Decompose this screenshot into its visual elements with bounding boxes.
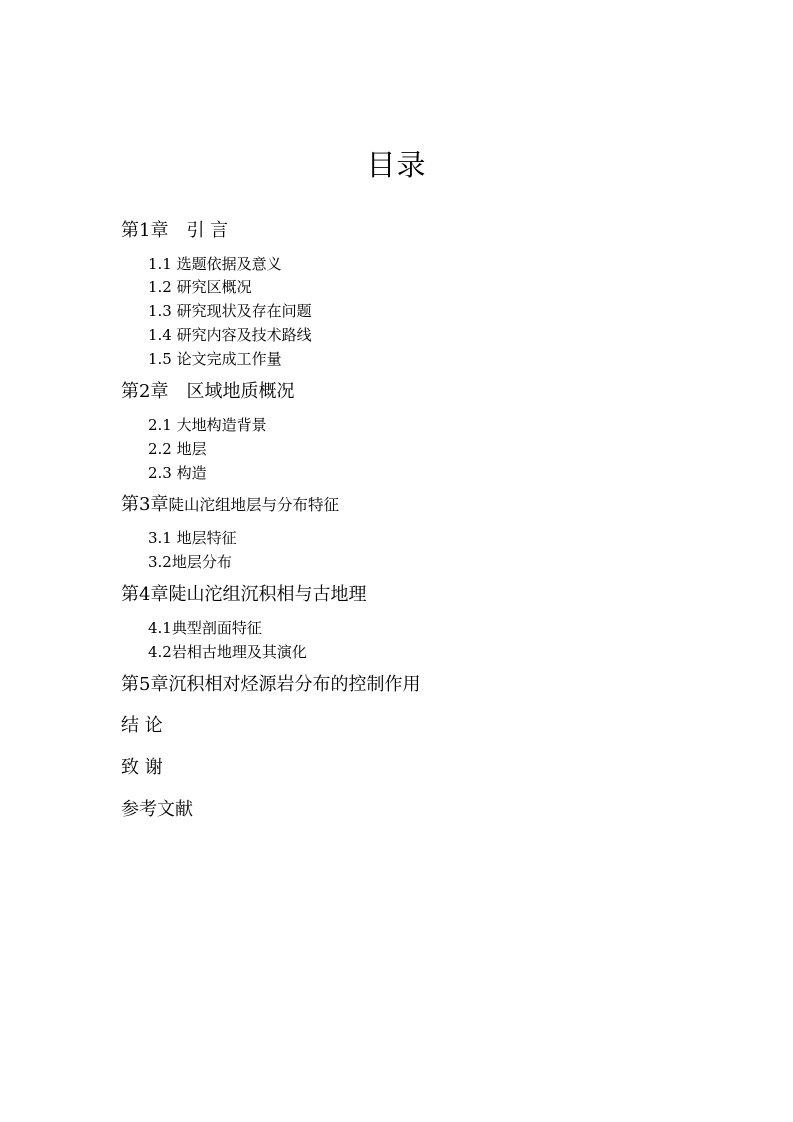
chapter-4-label: 第4章 bbox=[121, 584, 169, 605]
toc-section-4-2[interactable]: 4.2岩相古地理及其演化 bbox=[148, 643, 307, 661]
toc-references[interactable]: 参考文献 bbox=[121, 799, 193, 820]
toc-chapter-2[interactable] bbox=[121, 380, 294, 404]
toc-section-3-2[interactable]: 3.2地层分布 bbox=[148, 553, 232, 571]
chapter-3-label: 第3章 bbox=[121, 494, 169, 515]
chapter-1-title: 引 言 bbox=[186, 220, 229, 241]
toc-chapter-1[interactable] bbox=[121, 219, 228, 243]
toc-chapter-5[interactable] bbox=[121, 673, 420, 697]
toc-title: 目录 bbox=[366, 148, 427, 182]
chapter-4-title: 陡山沱组沉积相与古地理 bbox=[168, 584, 367, 605]
toc-section-1-4[interactable]: 1.4 研究内容及技术路线 bbox=[148, 326, 312, 344]
toc-section-3-1[interactable]: 3.1 地层特征 bbox=[148, 529, 237, 547]
chapter-2-title: 区域地质概况 bbox=[186, 381, 295, 402]
toc-conclusion[interactable]: 结 论 bbox=[121, 715, 163, 736]
chapter-5-label: 第5章 bbox=[121, 674, 169, 695]
toc-section-2-2[interactable]: 2.2 地层 bbox=[148, 440, 207, 458]
toc-chapter-4[interactable] bbox=[121, 583, 366, 607]
toc-section-1-2[interactable]: 1.2 研究区概况 bbox=[148, 278, 252, 296]
chapter-1-label: 第1章 bbox=[121, 220, 169, 241]
toc-section-1-3[interactable]: 1.3 研究现状及存在问题 bbox=[148, 302, 312, 320]
toc-section-4-1[interactable]: 4.1典型剖面特征 bbox=[148, 619, 262, 637]
chapter-3-title: 陡山沱组地层与分布特征 bbox=[168, 496, 339, 514]
toc-acknowledgements[interactable]: 致 谢 bbox=[121, 757, 163, 778]
toc-section-2-3[interactable]: 2.3 构造 bbox=[148, 464, 207, 482]
toc-chapter-3[interactable] bbox=[121, 493, 339, 517]
chapter-2-label: 第2章 bbox=[121, 381, 169, 402]
toc-section-1-5[interactable]: 1.5 论文完成工作量 bbox=[148, 350, 282, 368]
toc-section-2-1[interactable]: 2.1 大地构造背景 bbox=[148, 416, 267, 434]
chapter-5-title: 沉积相对烃源岩分布的控制作用 bbox=[168, 674, 421, 695]
toc-section-1-1[interactable]: 1.1 选题依据及意义 bbox=[148, 255, 282, 273]
